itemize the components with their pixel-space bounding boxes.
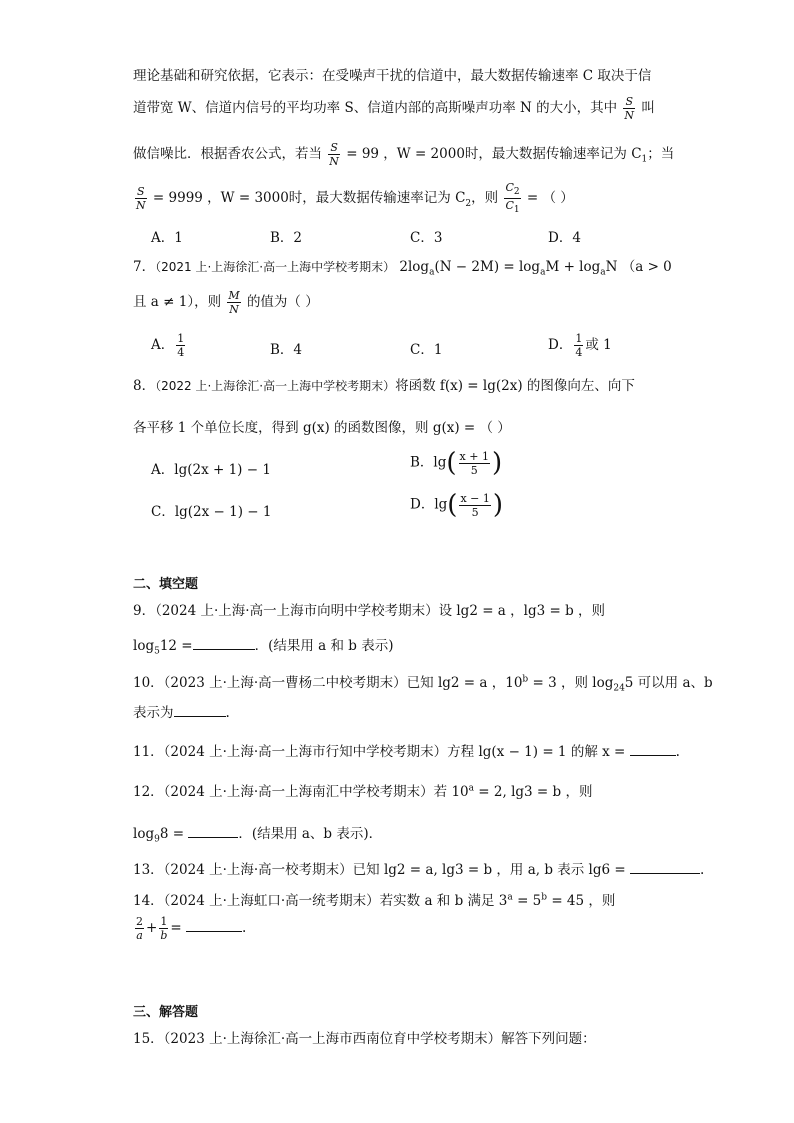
q7-option-b[interactable]: B．4 bbox=[270, 342, 303, 358]
q14-line-2: $\frac{2}{a}$ + $\frac{1}{b}$ = . bbox=[136, 915, 247, 942]
q8-option-d[interactable]: D．lg( $\frac{x - 1}{5}$ ) bbox=[410, 490, 504, 520]
q7-option-a[interactable]: A． $\frac{1}{4}$ bbox=[151, 332, 185, 359]
q9-answer-blank[interactable] bbox=[193, 637, 255, 650]
s-over-n-fraction: $\frac{S}{N}$ bbox=[329, 141, 339, 168]
q6-line-2: 道带宽 W、信道内信号的平均功率 S、信道内部的高斯噪声功率 N 的大小，其中 $\frac{S}{N}$ 叫 bbox=[133, 95, 655, 122]
q7-equation: $2\log_a(N - 2M) = \log_aM + \log_aN$ （a > 0 bbox=[399, 259, 672, 278]
q6-option-c[interactable]: C．3 bbox=[410, 230, 443, 246]
q7-option-c[interactable]: C．1 bbox=[410, 342, 443, 358]
q12-answer-blank[interactable] bbox=[188, 825, 238, 838]
q14-answer-blank[interactable] bbox=[186, 919, 242, 932]
s-over-n-fraction: $\frac{S}{N}$ bbox=[136, 185, 146, 213]
two-over-a-fraction: $\frac{2}{a}$ bbox=[136, 915, 143, 942]
q6-option-a[interactable]: A．1 bbox=[151, 230, 183, 246]
q8-option-b[interactable]: B．lg( $\frac{x + 1}{5}$ ) bbox=[410, 448, 503, 478]
section-heading-fill-in: 二、填空题 bbox=[133, 577, 199, 592]
q10-line-2: 表示为 . bbox=[133, 705, 230, 721]
q8-source: （2022 上·上海徐汇·高一上海中学校考期末） bbox=[155, 379, 396, 393]
section-heading-solutions: 三、解答题 bbox=[133, 1005, 199, 1020]
q9-line-2: $\log_512$ = ．(结果用 a 和 b 表示) bbox=[133, 638, 394, 657]
q11-answer-blank[interactable] bbox=[630, 743, 676, 756]
q7-option-d[interactable]: D． $\frac{1}{4}$ 或 1 bbox=[548, 332, 612, 359]
q8-b-fraction: $\frac{x + 1}{5}$ bbox=[459, 449, 489, 477]
q14-line-1: 14．（2024 上·上海虹口·高一统考期末）若实数 a 和 b 满足 $3^a = 5^b = 45$ ，则 bbox=[133, 892, 616, 909]
q7-line-2: 且 a ≠ 1），则 $\frac{M}{N}$ 的值为（ ） bbox=[133, 289, 319, 316]
q7-source: （2021 上·上海徐汇·高一上海中学校考期末） bbox=[155, 260, 396, 274]
q8-option-a[interactable]: A．lg(2x + 1) − 1 bbox=[151, 462, 271, 478]
m-over-n-fraction: $\frac{M}{N}$ bbox=[228, 289, 240, 316]
q8-d-fraction: $\frac{x - 1}{5}$ bbox=[460, 491, 490, 519]
q8-option-c[interactable]: C．lg(2x − 1) − 1 bbox=[151, 504, 272, 520]
q6-line-4: $\frac{S}{N}$ = 9999 ，W = 3000时，最大数据传输速率记为 $C_2$，则 $\frac{C_2}{C_1}$ = （ ） bbox=[136, 181, 574, 216]
q8-line-1: 8．（2022 上·上海徐汇·高一上海中学校考期末）将函数 f(x) = lg(2x) 的图像向左、向下 bbox=[133, 378, 635, 394]
one-quarter-fraction: $\frac{1}{4}$ bbox=[177, 332, 185, 359]
q10-line-1: 10．（2023 上·上海·高一曹杨二中校考期末）已知 lg2 = a ，$10^b = 3$ ，则 $\log_{24}5$ 可以用 a、b bbox=[133, 674, 713, 694]
q9-line-1: 9．（2024 上·上海·高一上海市向明中学校考期末）设 lg2 = a ，lg3 = b ，则 bbox=[133, 603, 606, 619]
q11-line-1: 11．（2024 上·上海·高一上海市行知中学校考期末）方程 lg(x − 1) = 1 的解 x = . bbox=[133, 744, 680, 760]
q12-line-2: $\log_98$ = ．(结果用 a、b 表示)． bbox=[133, 826, 383, 845]
q6-line-3: 做信噪比．根据香农公式，若当 $\frac{S}{N}$ = 99 ，W = 2000时，最大数据传输速率记为 $C_1$；当 bbox=[133, 141, 675, 168]
q8-line-2: 各平移 1 个单位长度，得到 g(x) 的函数图像，则 g(x) = （ ） bbox=[133, 420, 511, 436]
q6-option-b[interactable]: B．2 bbox=[270, 230, 303, 246]
q13-answer-blank[interactable] bbox=[630, 861, 700, 874]
one-over-b-fraction: $\frac{1}{b}$ bbox=[160, 915, 168, 942]
c2-over-c1-fraction: $\frac{C_2}{C_1}$ bbox=[505, 181, 520, 216]
q7-line-1: 7．（2021 上·上海徐汇·高一上海中学校考期末） $2\log_a(N - 2M) = \log_aM + \log_aN$ （a > 0 bbox=[133, 259, 672, 278]
s-over-n-fraction: $\frac{S}{N}$ bbox=[624, 95, 635, 122]
q15-line-1: 15．（2023 上·上海徐汇·高一上海市西南位育中学校考期末）解答下列问题： bbox=[133, 1031, 596, 1047]
one-quarter-fraction: $\frac{1}{4}$ bbox=[575, 332, 583, 359]
q6-line-1: 理论基础和研究依据，它表示：在受噪声干扰的信道中，最大数据传输速率 C 取决于信 bbox=[133, 68, 652, 84]
q6-option-d[interactable]: D．4 bbox=[548, 230, 581, 246]
q10-answer-blank[interactable] bbox=[174, 704, 226, 717]
q13-line-1: 13．（2024 上·上海·高一校考期末）已知 lg2 = a, lg3 = b ，用 a, b 表示 lg6 = . bbox=[133, 862, 705, 878]
q12-line-1: 12．（2024 上·上海·高一上海南汇中学校考期末）若 $10^a = 2$, lg3 = b ，则 bbox=[133, 783, 593, 800]
